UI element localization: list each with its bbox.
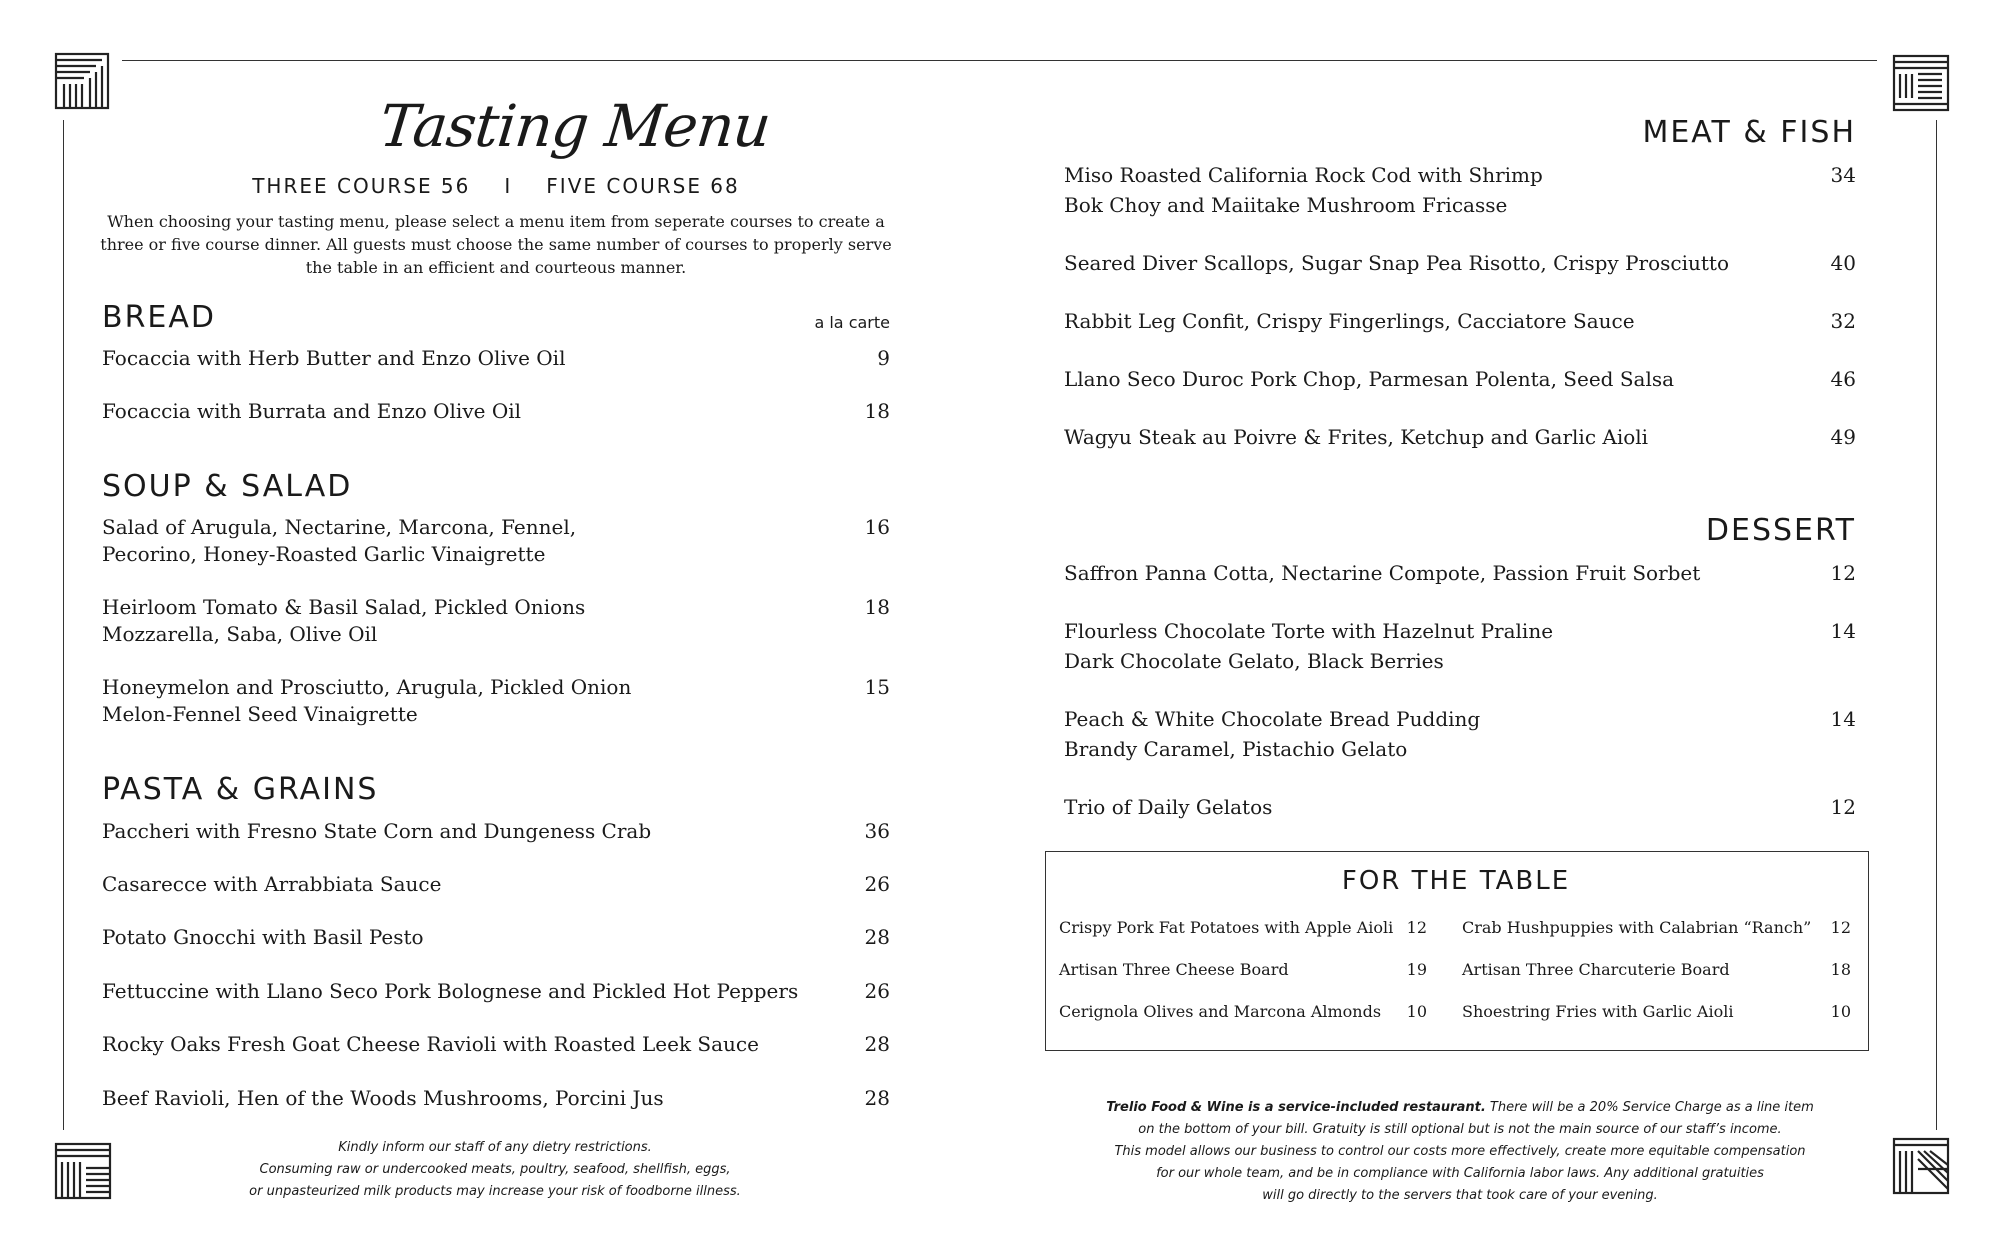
menu-item — [1064, 422, 1856, 452]
menu-item — [1064, 616, 1856, 676]
item-price: 18 — [1830, 960, 1851, 979]
menu-item — [102, 1085, 890, 1112]
service-notice-line: on the bottom of your bill. Gratuity is still optional but is not the main source of our staff’s income. — [1138, 1122, 1782, 1137]
item-name: Cerignola Olives and Marcona Almonds — [1059, 1002, 1382, 1021]
five-course-price: FIVE COURSE 68 — [546, 174, 740, 198]
item-name: Focaccia with Herb Butter and Enzo Olive Oil — [102, 346, 566, 370]
item-price: 34 — [1830, 163, 1856, 187]
item-name: Miso Roasted California Rock Cod with Shrimp — [1064, 163, 1543, 187]
disclaimer-line: or unpasteurized milk products may increase your risk of foodborne illness. — [249, 1184, 741, 1199]
item-name: Crab Hushpuppies with Calabrian “Ranch” — [1462, 918, 1812, 937]
service-charge-notice — [1040, 1097, 1880, 1207]
item-price: 26 — [864, 979, 890, 1003]
item-price: 14 — [1830, 707, 1856, 731]
service-notice-line: There will be a 20% Service Charge as a line item — [1485, 1100, 1814, 1115]
corner-ornament-bottom-right-icon — [1890, 1135, 1952, 1197]
item-name: Shoestring Fries with Garlic Aioli — [1462, 1002, 1734, 1021]
disclaimer-line: Consuming raw or undercooked meats, poultry, seafood, shellfish, eggs, — [259, 1162, 731, 1177]
menu-title: Tasting Menu — [376, 92, 774, 160]
course-separator: I — [504, 174, 513, 198]
item-name: Salad of Arugula, Nectarine, Marcona, Fennel, — [102, 515, 577, 539]
item-price: 16 — [864, 515, 890, 539]
item-name: Artisan Three Charcuterie Board — [1462, 960, 1730, 979]
corner-ornament-top-left-icon — [50, 50, 112, 112]
menu-item — [102, 1031, 890, 1058]
frame-right-rule — [1936, 120, 1937, 1130]
item-price: 49 — [1830, 425, 1856, 449]
item-name: Saffron Panna Cotta, Nectarine Compote, Passion Fruit Sorbet — [1064, 561, 1701, 585]
menu-item — [102, 818, 890, 845]
menu-item — [1064, 364, 1856, 394]
service-notice-bold: Trelio Food & Wine is a service-included restaurant. — [1106, 1100, 1486, 1115]
menu-item — [102, 978, 890, 1005]
item-name: Casarecce with Arrabbiata Sauce — [102, 872, 442, 896]
item-price: 9 — [877, 346, 890, 370]
section-heading-soup-salad: SOUP & SALAD — [102, 469, 353, 504]
item-price: 36 — [864, 819, 890, 843]
item-description: Bok Choy and Maiitake Mushroom Fricasse — [1064, 193, 1508, 217]
item-price: 18 — [864, 595, 890, 619]
section-heading-pasta-grains: PASTA & GRAINS — [102, 772, 379, 807]
tasting-menu-instructions: When choosing your tasting menu, please select a menu item from seperate courses to create a three or five course dinner. All guests must choose the same number of courses to properly serve the table in an efficient and courteous manner. — [100, 212, 892, 277]
item-price: 26 — [864, 872, 890, 896]
item-description: Pecorino, Honey-Roasted Garlic Vinaigrette — [102, 542, 546, 566]
menu-item — [1064, 306, 1856, 336]
item-name: Artisan Three Cheese Board — [1059, 960, 1289, 979]
item-name: Trio of Daily Gelatos — [1064, 795, 1273, 819]
item-name: Honeymelon and Prosciutto, Arugula, Pickled Onion — [102, 675, 632, 699]
item-price: 14 — [1830, 619, 1856, 643]
disclaimer-line: Kindly inform our staff of any dietry restrictions. — [338, 1140, 652, 1155]
item-name: Flourless Chocolate Torte with Hazelnut Praline — [1064, 619, 1554, 643]
menu-item — [1064, 160, 1856, 220]
item-price: 46 — [1830, 367, 1856, 391]
corner-ornament-bottom-left-icon — [52, 1140, 114, 1202]
item-price: 19 — [1406, 960, 1427, 979]
item-price: 28 — [864, 1032, 890, 1056]
item-name: Rocky Oaks Fresh Goat Cheese Ravioli with Roasted Leek Sauce — [102, 1032, 759, 1056]
item-description: Brandy Caramel, Pistachio Gelato — [1064, 737, 1408, 761]
menu-item — [1064, 248, 1856, 278]
item-price: 12 — [1830, 795, 1856, 819]
item-price: 10 — [1830, 1002, 1851, 1021]
service-notice-line: for our whole team, and be in compliance with California labor laws. Any additional gratuities — [1156, 1166, 1764, 1181]
item-price: 12 — [1830, 561, 1856, 585]
item-price: 12 — [1406, 918, 1427, 937]
item-description: Melon-Fennel Seed Vinaigrette — [102, 702, 418, 726]
section-heading-meat-fish: MEAT & FISH — [1642, 115, 1856, 150]
corner-ornament-top-right-icon — [1890, 52, 1952, 114]
item-price: 28 — [864, 925, 890, 949]
menu-item — [102, 514, 890, 568]
item-name: Paccheri with Fresno State Corn and Dungeness Crab — [102, 819, 652, 843]
menu-item — [1064, 704, 1856, 764]
menu-item — [102, 345, 890, 372]
item-name: Rabbit Leg Confit, Crispy Fingerlings, Cacciatore Sauce — [1064, 309, 1635, 333]
item-price: 18 — [864, 399, 890, 423]
item-name: Llano Seco Duroc Pork Chop, Parmesan Polenta, Seed Salsa — [1064, 367, 1675, 391]
menu-item — [102, 674, 890, 728]
item-name: Potato Gnocchi with Basil Pesto — [102, 925, 424, 949]
menu-item — [102, 871, 890, 898]
three-course-price: THREE COURSE 56 — [252, 174, 471, 198]
item-price: 10 — [1406, 1002, 1427, 1021]
item-description: Mozzarella, Saba, Olive Oil — [102, 622, 378, 646]
item-name: Wagyu Steak au Poivre & Frites, Ketchup and Garlic Aioli — [1064, 425, 1649, 449]
item-price: 12 — [1830, 918, 1851, 937]
item-description: Dark Chocolate Gelato, Black Berries — [1064, 649, 1444, 673]
menu-item — [102, 924, 890, 951]
dietary-disclaimer — [150, 1137, 840, 1203]
item-price: 15 — [864, 675, 890, 699]
section-heading-for-the-table: FOR THE TABLE — [1341, 866, 1571, 896]
item-name: Beef Ravioli, Hen of the Woods Mushrooms, Porcini Jus — [102, 1086, 664, 1110]
item-name: Focaccia with Burrata and Enzo Olive Oil — [102, 399, 522, 423]
menu-item — [102, 594, 890, 648]
menu-item — [1064, 792, 1856, 822]
menu-item — [102, 398, 890, 425]
frame-top-rule — [122, 60, 1877, 61]
item-price: 32 — [1830, 309, 1856, 333]
menu-item — [1064, 558, 1856, 588]
course-pricing — [100, 174, 892, 198]
frame-left-rule — [63, 120, 64, 1130]
a-la-carte-label: a la carte — [814, 313, 890, 332]
item-name: Heirloom Tomato & Basil Salad, Pickled Onions — [102, 595, 586, 619]
section-heading-dessert: DESSERT — [1705, 513, 1856, 548]
item-name: Fettuccine with Llano Seco Pork Bolognese and Pickled Hot Peppers — [102, 979, 799, 1003]
section-heading-bread: BREAD — [102, 300, 217, 335]
item-price: 40 — [1830, 251, 1856, 275]
service-notice-line: will go directly to the servers that took care of your evening. — [1262, 1188, 1658, 1203]
item-name: Seared Diver Scallops, Sugar Snap Pea Risotto, Crispy Prosciutto — [1064, 251, 1729, 275]
item-name: Peach & White Chocolate Bread Pudding — [1064, 707, 1481, 731]
item-name: Crispy Pork Fat Potatoes with Apple Aioli — [1059, 918, 1394, 937]
item-price: 28 — [864, 1086, 890, 1110]
service-notice-line: This model allows our business to control our costs more effectively, create more equitable compensation — [1114, 1144, 1806, 1159]
